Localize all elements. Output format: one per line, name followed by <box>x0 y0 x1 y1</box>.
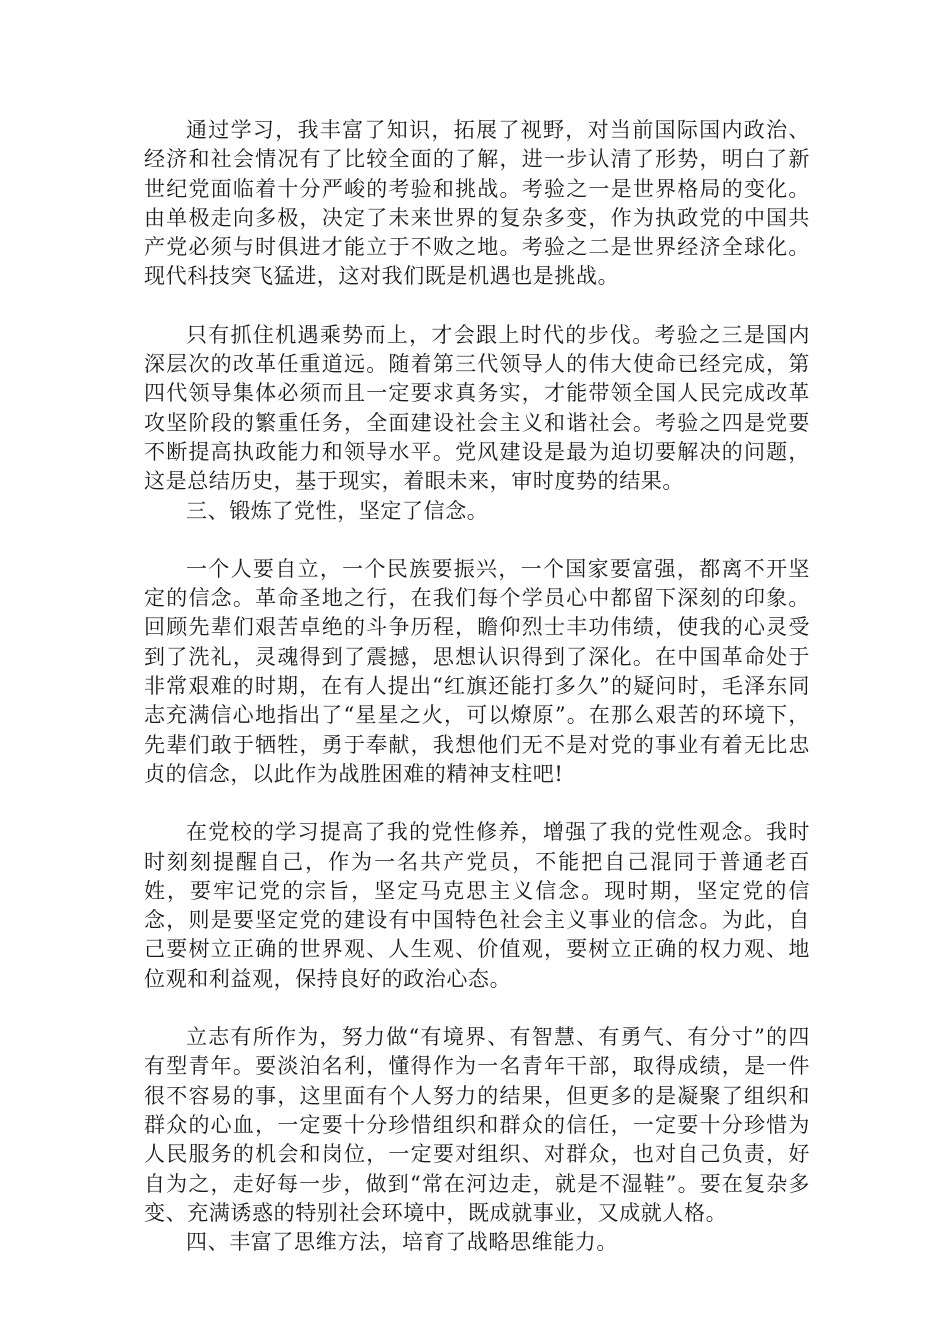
section-heading-three: 三、锻炼了党性，坚定了信念。 <box>186 498 489 523</box>
paragraph-belief: 一个人要自立，一个民族要振兴，一个国家要富强，都离不开坚定的信念。革命圣地之行，在我们每个学员心中都留下深刻的印象。回顾先辈们艰苦卓绝的斗争历程，瞻仰烈士丰功伟绩，使我的心灵受到了洗礼，灵魂得到了震撼，思想认识得到了深化。在中国革命处于非常艰难的时期，在有人提出“红旗还能打多久”的疑问时，毛泽东同志充满信心地指出了“星星之火，可以燎原”。在那么艰苦的环境下，先辈们敢于牺牲，勇于奉献，我想他们无不是对党的事业有着无比忠贞的信念，以此作为战胜困难的精神支柱吧! <box>144 556 810 786</box>
paragraph-ambition: 立志有所作为，努力做“有境界、有智慧、有勇气、有分寸”的四有型青年。要淡泊名利，懂得作为一名青年干部，取得成绩，是一件很不容易的事，这里面有个人努力的结果，但更多的是凝聚了组织和群众的心血，一定要十分珍惜组织和群众的信任，一定要十分珍惜为人民服务的机会和岗位，一定要对组织、对群众，也对自己负责，好自为之，走好每一步，做到“常在河边走，就是不湿鞋”。要在复杂多变、充满诱惑的特别社会环境中，既成就事业，又成就人格。 <box>144 1025 810 1225</box>
paragraph-knowledge: 通过学习，我丰富了知识，拓展了视野，对当前国际国内政治、经济和社会情况有了比较全面的了解，进一步认清了形势，明白了新世纪党面临着十分严峻的考验和挑战。考验之一是世界格局的变化。由单极走向多极，决定了未来世界的复杂多变，作为执政党的中国共产党必须与时俱进才能立于不败之地。考验之二是世界经济全球化。现代科技突飞猛进，这对我们既是机遇也是挑战。 <box>144 118 810 289</box>
paragraph-opportunity: 只有抓住机遇乘势而上，才会跟上时代的步伐。考验之三是国内深层次的改革任重道远。随着第三代领导人的伟大使命已经完成，第四代领导集体必须而且一定要求真务实，才能带领全国人民完成改革攻坚阶段的繁重任务，全面建设社会主义和谐社会。考验之四是党要不断提高执政能力和领导水平。党风建设是最为迫切要解决的问题，这是总结历史，基于现实，着眼未来，审时度势的结果。 <box>144 322 810 494</box>
paragraph-party-school: 在党校的学习提高了我的党性修养，增强了我的党性观念。我时时刻刻提醒自己，作为一名共产党员，不能把自己混同于普通老百姓，要牢记党的宗旨，坚定马克思主义信念。现时期，坚定党的信念，则是要坚定党的建设有中国特色社会主义事业的信念。为此，自己要树立正确的世界观、人生观、价值观，要树立正确的权力观、地位观和利益观，保持良好的政治心态。 <box>144 820 810 991</box>
document-body <box>144 116 810 1257</box>
section-heading-four: 四、丰富了思维方法，培育了战略思维能力。 <box>186 1230 618 1255</box>
